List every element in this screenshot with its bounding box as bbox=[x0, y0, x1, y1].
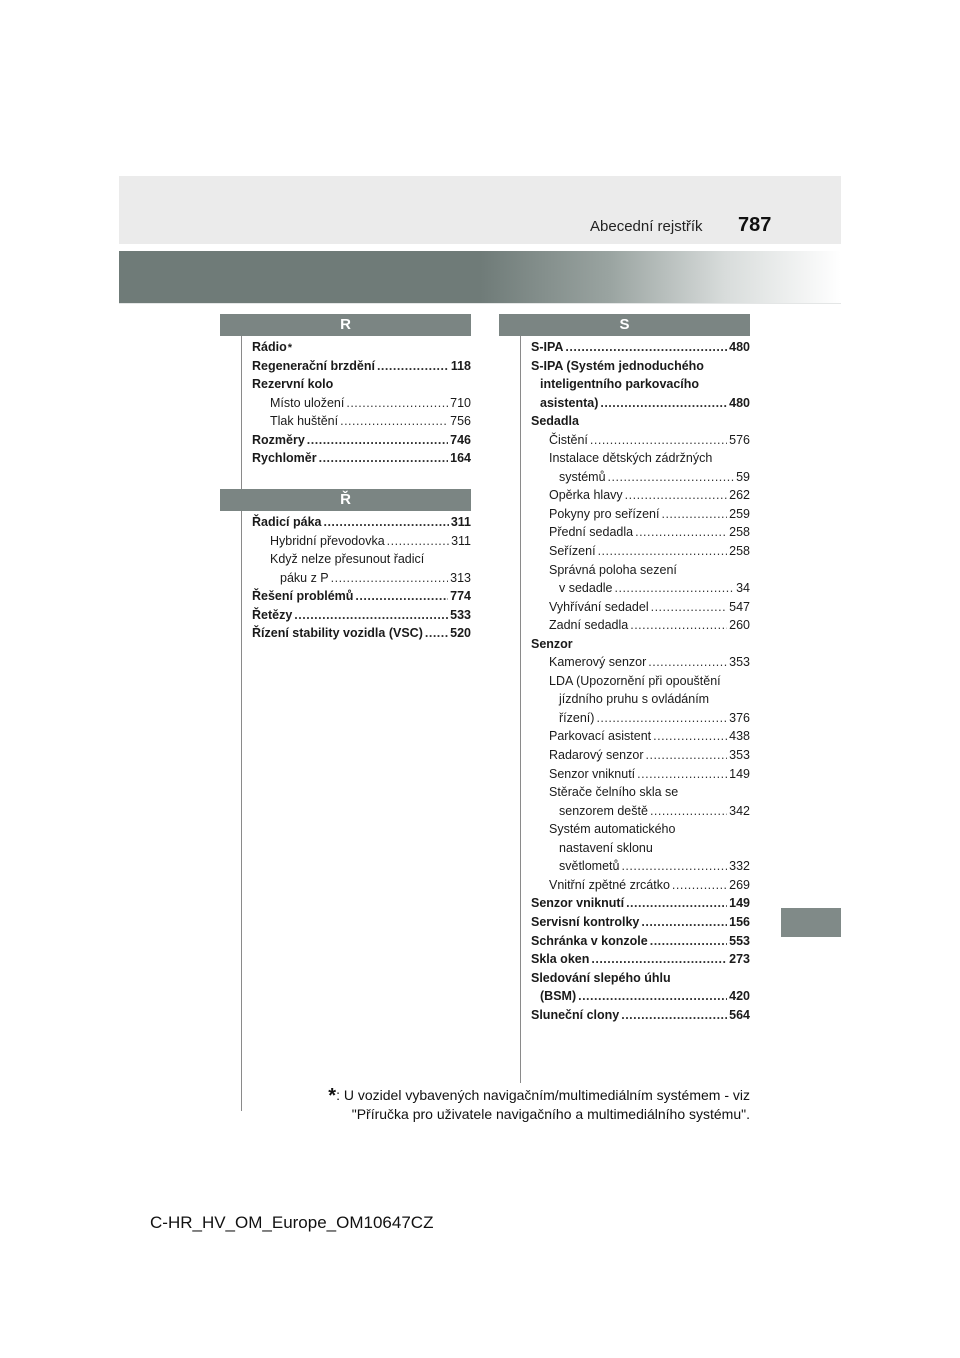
index-entry bbox=[252, 606, 471, 625]
entry-term: Hybridní převodovka bbox=[270, 533, 385, 548]
entry-term: Sledování slepého úhlu bbox=[531, 970, 671, 985]
dot-leader bbox=[608, 468, 735, 487]
dot-leader bbox=[621, 857, 727, 876]
index-entry bbox=[252, 550, 471, 569]
index-entry bbox=[531, 449, 750, 468]
entry-term: Když nelze přesunout řadicí bbox=[270, 552, 425, 567]
dot-leader bbox=[340, 412, 448, 431]
entry-term: Řízení stability vozidla (VSC) bbox=[252, 626, 423, 641]
entry-term: Tlak huštění bbox=[270, 414, 339, 429]
dot-leader bbox=[596, 709, 727, 728]
dot-leader bbox=[600, 394, 727, 413]
entry-page: 420 bbox=[729, 989, 750, 1004]
dot-leader bbox=[651, 598, 728, 617]
dot-leader bbox=[641, 913, 727, 932]
entry-term: (BSM) bbox=[540, 989, 577, 1004]
entry-term: Kamerový senzor bbox=[549, 655, 647, 670]
entry-term: inteligentního parkovacího bbox=[540, 377, 700, 392]
entry-term: řízení) bbox=[559, 710, 595, 725]
entry-page: 774 bbox=[450, 589, 471, 604]
gradient-bar-underline bbox=[119, 303, 841, 304]
entry-page: 149 bbox=[729, 766, 750, 781]
letter-header-rcaron: Ř bbox=[220, 489, 471, 511]
index-entry bbox=[531, 561, 750, 580]
entry-page: 553 bbox=[729, 933, 750, 948]
dot-leader bbox=[591, 950, 727, 969]
entry-page: 353 bbox=[729, 748, 750, 763]
entry-page: 118 bbox=[450, 358, 471, 373]
dot-leader bbox=[653, 727, 727, 746]
index-entry bbox=[531, 950, 750, 969]
index-entry bbox=[252, 587, 471, 606]
index-entry bbox=[531, 616, 750, 635]
document-id: C-HR_HV_OM_Europe_OM10647CZ bbox=[150, 1213, 434, 1232]
entry-term: Systém automatického bbox=[549, 822, 676, 837]
index-entry bbox=[531, 579, 750, 598]
entry-term: Regenerační brzdění bbox=[252, 358, 375, 373]
center-column-rule bbox=[520, 336, 521, 1083]
entry-term: S-IPA bbox=[531, 340, 564, 354]
entry-page: 438 bbox=[729, 729, 750, 744]
index-entry bbox=[531, 672, 750, 691]
index-entry bbox=[531, 894, 750, 913]
dot-leader bbox=[650, 802, 727, 821]
index-list-rcaron bbox=[252, 513, 471, 643]
dot-leader bbox=[648, 653, 727, 672]
entry-term: Senzor vniknutí bbox=[531, 896, 625, 911]
entry-page: 258 bbox=[729, 525, 750, 540]
entry-page: 756 bbox=[450, 414, 471, 429]
entry-page: 480 bbox=[729, 340, 750, 354]
entry-term: LDA (Upozornění při opouštění bbox=[549, 673, 721, 688]
index-entry bbox=[531, 932, 750, 951]
index-entry bbox=[531, 431, 750, 450]
index-entry: Rádio * bbox=[252, 338, 471, 357]
index-entry bbox=[531, 969, 750, 988]
entry-term: Rádio bbox=[252, 340, 287, 354]
entry-term: Pokyny pro seřízení bbox=[549, 506, 660, 521]
entry-page: 332 bbox=[729, 859, 750, 874]
dot-leader bbox=[377, 357, 449, 376]
entry-term: Stěrače čelního skla se bbox=[549, 785, 679, 800]
entry-term: Vyhřívání sedadel bbox=[549, 599, 649, 614]
entry-term: senzorem deště bbox=[559, 803, 648, 818]
dot-leader bbox=[625, 486, 727, 505]
chapter-thumb-tab bbox=[781, 908, 841, 937]
dot-leader bbox=[646, 746, 728, 765]
entry-term: Opěrka hlavy bbox=[549, 488, 623, 503]
entry-term: Rozměry bbox=[252, 432, 305, 447]
dot-leader bbox=[578, 987, 727, 1006]
index-entry bbox=[531, 653, 750, 672]
index-entry bbox=[252, 569, 471, 588]
dot-leader bbox=[637, 765, 727, 784]
index-list-r bbox=[252, 338, 471, 468]
index-entry bbox=[531, 709, 750, 728]
dot-leader bbox=[387, 532, 449, 551]
entry-page: 746 bbox=[450, 432, 471, 447]
entry-page: 262 bbox=[729, 488, 750, 503]
entry-term: Řadicí páka bbox=[252, 515, 322, 529]
chapter-gradient-bar bbox=[119, 251, 841, 303]
entry-page: 576 bbox=[729, 432, 750, 447]
index-entry bbox=[531, 635, 750, 654]
dot-leader bbox=[331, 569, 449, 588]
index-entry bbox=[531, 746, 750, 765]
entry-term: Sluneční clony bbox=[531, 1007, 620, 1022]
entry-term: nastavení sklonu bbox=[559, 840, 653, 855]
entry-term: Radarový senzor bbox=[549, 748, 644, 763]
dot-leader bbox=[565, 338, 727, 357]
index-entry bbox=[531, 412, 750, 431]
index-entry bbox=[252, 513, 471, 532]
entry-term: Senzor vniknutí bbox=[549, 766, 636, 781]
index-entry bbox=[531, 357, 750, 376]
entry-term: Řešení problémů bbox=[252, 589, 354, 604]
dot-leader bbox=[630, 616, 727, 635]
section-title: Abecední rejstřík bbox=[590, 218, 703, 235]
entry-term: v sedadle bbox=[559, 581, 613, 596]
footnote bbox=[300, 1086, 750, 1123]
entry-term: Správná poloha sezení bbox=[549, 562, 677, 577]
index-entry bbox=[531, 802, 750, 821]
page-number: 787 bbox=[738, 214, 772, 236]
dot-leader bbox=[294, 606, 448, 625]
index-entry bbox=[252, 412, 471, 431]
index-entry bbox=[531, 486, 750, 505]
dot-leader bbox=[323, 513, 448, 532]
index-entry bbox=[252, 357, 471, 376]
index-entry bbox=[531, 598, 750, 617]
entry-term: Seřízení bbox=[549, 544, 596, 559]
index-entry bbox=[252, 449, 471, 468]
dot-leader bbox=[626, 894, 727, 913]
index-entry bbox=[531, 913, 750, 932]
entry-term: Schránka v konzole bbox=[531, 933, 648, 948]
entry-term: systémů bbox=[559, 469, 606, 484]
entry-page: 269 bbox=[729, 877, 750, 892]
entry-term: Servisní kontrolky bbox=[531, 914, 640, 929]
entry-term: páku z P bbox=[280, 570, 329, 585]
letter-header-r: R bbox=[220, 314, 471, 336]
index-entry bbox=[531, 523, 750, 542]
index-entry bbox=[531, 727, 750, 746]
dot-leader bbox=[307, 431, 448, 450]
entry-term: světlometů bbox=[559, 859, 620, 874]
entry-page: 149 bbox=[729, 896, 750, 911]
index-entry bbox=[531, 987, 750, 1006]
entry-page: 59 bbox=[736, 469, 750, 484]
index-list-s bbox=[531, 338, 750, 1024]
footnote-mark: * bbox=[328, 1085, 337, 1107]
dot-leader bbox=[672, 876, 727, 895]
footnote-line-2: "Příručka pro uživatele navigačního a multimediálního systému". bbox=[351, 1106, 750, 1122]
dot-leader bbox=[661, 505, 727, 524]
index-entry bbox=[531, 876, 750, 895]
entry-term: Senzor bbox=[531, 636, 573, 651]
letter-header-s: S bbox=[499, 314, 750, 336]
index-entry bbox=[531, 839, 750, 858]
entry-page: 564 bbox=[729, 1007, 750, 1022]
entry-page: 342 bbox=[729, 803, 750, 818]
dot-leader bbox=[615, 579, 735, 598]
index-entry bbox=[531, 542, 750, 561]
entry-page: 313 bbox=[450, 570, 471, 585]
entry-term: Sedadla bbox=[531, 414, 579, 429]
index-entry bbox=[531, 783, 750, 802]
entry-term: Parkovací asistent bbox=[549, 729, 652, 744]
index-entry bbox=[531, 690, 750, 709]
index-entry bbox=[252, 624, 471, 643]
index-entry bbox=[531, 1006, 750, 1025]
entry-page: 260 bbox=[729, 618, 750, 633]
entry-page: 353 bbox=[729, 655, 750, 670]
entry-page: 311 bbox=[450, 515, 471, 529]
entry-page: 164 bbox=[450, 451, 471, 466]
dot-leader bbox=[650, 932, 727, 951]
index-entry bbox=[252, 431, 471, 450]
footnote-line-1: : U vozidel vybavených navigačním/multimediálním systémem - viz bbox=[336, 1087, 750, 1103]
index-entry bbox=[531, 375, 750, 394]
page-header-band bbox=[119, 176, 841, 244]
dot-leader bbox=[621, 1006, 727, 1025]
entry-page: 258 bbox=[729, 544, 750, 559]
entry-page: 710 bbox=[450, 395, 471, 410]
index-entry bbox=[531, 820, 750, 839]
entry-term: Skla oken bbox=[531, 952, 590, 967]
dot-leader bbox=[355, 587, 448, 606]
dot-leader bbox=[319, 449, 449, 468]
entry-term: jízdního pruhu s ovládáním bbox=[559, 692, 710, 707]
entry-page: 376 bbox=[729, 710, 750, 725]
entry-page: 311 bbox=[451, 533, 471, 548]
left-column-rule bbox=[241, 336, 242, 1111]
index-entry bbox=[531, 505, 750, 524]
entry-term: S-IPA (Systém jednoduchého bbox=[531, 358, 704, 373]
dot-leader bbox=[598, 542, 728, 561]
entry-term: Čistění bbox=[549, 432, 588, 447]
dot-leader bbox=[346, 394, 448, 413]
index-entry bbox=[531, 765, 750, 784]
index-entry bbox=[531, 468, 750, 487]
entry-term: Zadní sedadla bbox=[549, 618, 629, 633]
entry-term: Vnitřní zpětné zrcátko bbox=[549, 877, 670, 892]
entry-term: Rezervní kolo bbox=[252, 377, 334, 392]
dot-leader bbox=[635, 523, 727, 542]
entry-page: 156 bbox=[729, 914, 750, 929]
entry-page: 480 bbox=[729, 395, 750, 410]
entry-term: asistenta) bbox=[540, 395, 599, 410]
index-entry bbox=[531, 394, 750, 413]
entry-term: Řetězy bbox=[252, 607, 293, 622]
index-entry bbox=[252, 394, 471, 413]
index-entry bbox=[531, 338, 750, 357]
entry-page: 547 bbox=[729, 599, 750, 614]
entry-term: Instalace dětských zádržných bbox=[549, 451, 713, 466]
entry-term: Rychloměr bbox=[252, 451, 317, 466]
entry-page: 34 bbox=[736, 581, 750, 596]
index-entry bbox=[252, 532, 471, 551]
entry-term: Přední sedadla bbox=[549, 525, 634, 540]
index-entry bbox=[252, 375, 471, 394]
dot-leader bbox=[425, 624, 448, 643]
entry-page: 259 bbox=[729, 506, 750, 521]
entry-page: 533 bbox=[450, 607, 471, 622]
entry-page: 273 bbox=[729, 952, 750, 967]
entry-term: Místo uložení bbox=[270, 395, 345, 410]
index-entry bbox=[531, 857, 750, 876]
entry-page: 520 bbox=[450, 626, 471, 641]
dot-leader bbox=[590, 431, 727, 450]
